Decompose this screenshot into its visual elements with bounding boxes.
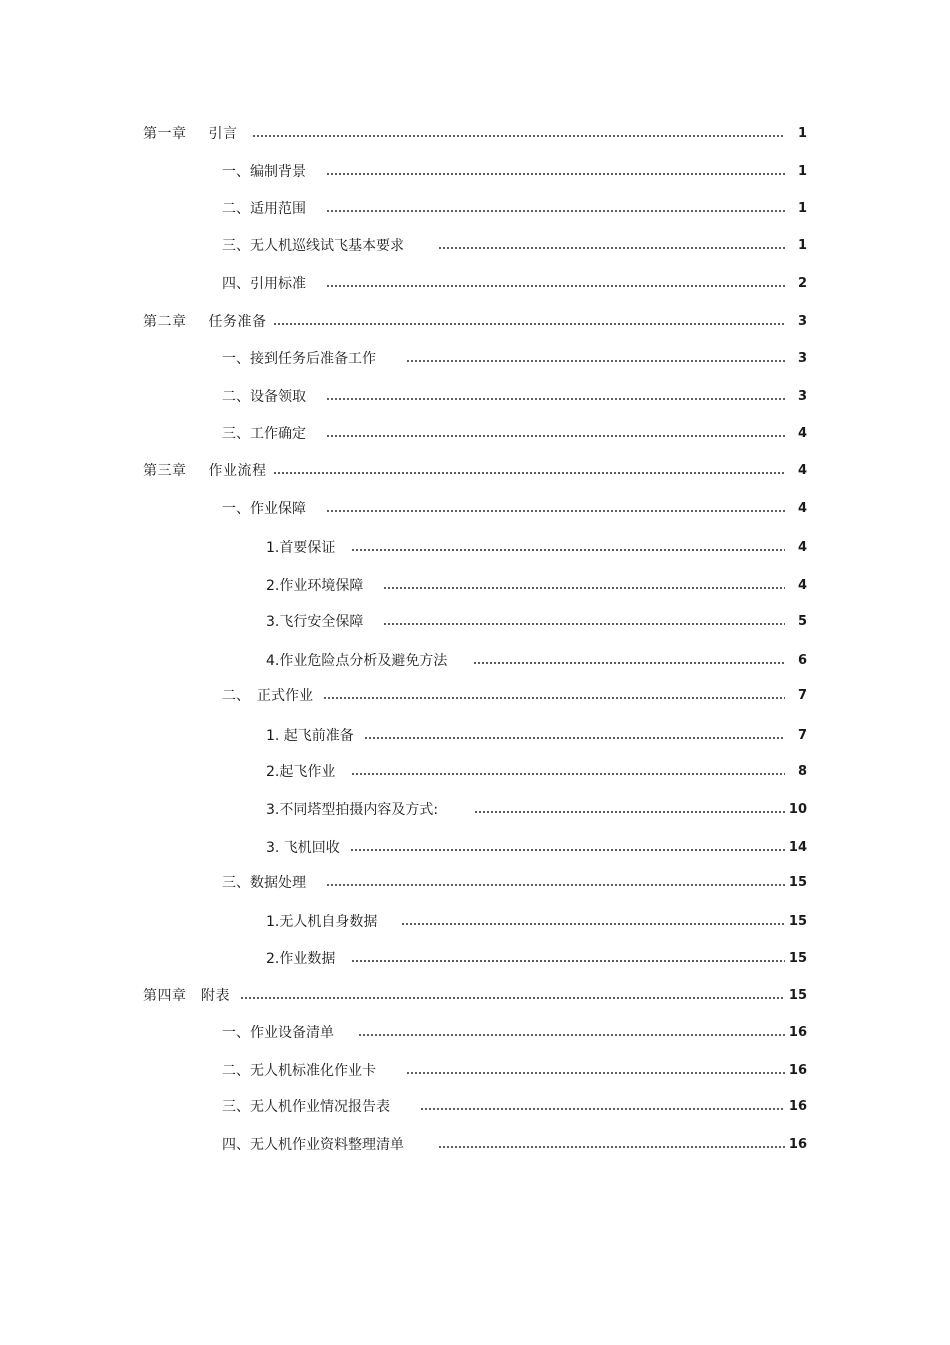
- toc-page-number: 1: [797, 164, 807, 179]
- toc-entry-label: 二、设备领取: [222, 389, 306, 405]
- toc-dot-leader: [473, 662, 785, 664]
- toc-entry-label: 二、适用范围: [222, 201, 306, 217]
- toc-page-number: 14: [788, 840, 807, 855]
- toc-dot-leader: [351, 549, 785, 551]
- toc-entry-label: 一、作业设备清单: [222, 1025, 334, 1041]
- toc-page-number: 1: [797, 126, 807, 141]
- toc-dot-leader: [326, 510, 785, 512]
- toc-entry-label: 二、 正式作业: [222, 688, 313, 704]
- toc-entry-chapter[interactable]: [0, 984, 950, 1008]
- toc-dot-leader: [401, 923, 785, 925]
- toc-dot-leader: [364, 737, 785, 739]
- toc-dot-leader: [351, 960, 785, 962]
- toc-entry-label: 三、无人机作业情况报告表: [222, 1099, 390, 1115]
- toc-entry-section[interactable]: [0, 1133, 950, 1157]
- toc-page-number: 16: [788, 1063, 807, 1078]
- toc-entry-section[interactable]: [0, 234, 950, 258]
- toc-dot-leader: [406, 1072, 785, 1074]
- toc-entry-section[interactable]: [0, 160, 950, 184]
- toc-page-number: 6: [797, 653, 807, 668]
- toc-page-number: 8: [797, 764, 807, 779]
- toc-page-number: 3: [797, 314, 807, 329]
- toc-page-number: 4: [797, 463, 807, 478]
- toc-entry-subsection[interactable]: [0, 947, 950, 971]
- toc-entry-subsection[interactable]: [0, 836, 950, 860]
- toc-entry-subsection[interactable]: [0, 910, 950, 934]
- toc-entry-chapter[interactable]: [0, 310, 950, 334]
- toc-dot-leader: [252, 135, 786, 137]
- toc-entry-label: 四、引用标准: [222, 276, 306, 292]
- toc-dot-leader: [326, 210, 785, 212]
- toc-page-number: 16: [788, 1099, 807, 1114]
- toc-entry-label: 4.作业危险点分析及避免方法: [266, 653, 448, 669]
- toc-entry-label: 三、数据处理: [222, 875, 306, 891]
- toc-entry-section[interactable]: [0, 684, 950, 708]
- toc-entry-label: 第一章 引言: [143, 126, 238, 142]
- toc-page-number: 16: [788, 1025, 807, 1040]
- toc-page-number: 1: [797, 238, 807, 253]
- toc-page-number: 4: [797, 578, 807, 593]
- toc-entry-label: 二、无人机标准化作业卡: [222, 1063, 376, 1079]
- toc-entry-chapter[interactable]: [0, 459, 950, 483]
- toc-dot-leader: [273, 323, 786, 325]
- toc-entry-label: 三、工作确定: [222, 426, 306, 442]
- toc-entry-label: 1.首要保证: [266, 540, 336, 556]
- toc-page-number: 3: [797, 389, 807, 404]
- toc-entry-chapter[interactable]: [0, 122, 950, 146]
- toc-entry-subsection[interactable]: [0, 760, 950, 784]
- toc-page-number: 3: [797, 351, 807, 366]
- toc-page-number: 4: [797, 501, 807, 516]
- toc-entry-label: 一、接到任务后准备工作: [222, 351, 376, 367]
- toc-dot-leader: [350, 849, 785, 851]
- toc-entry-section[interactable]: [0, 272, 950, 296]
- toc-dot-leader: [326, 173, 785, 175]
- toc-entry-subsection[interactable]: [0, 536, 950, 560]
- toc-entry-label: 3. 飞机回收: [266, 840, 340, 856]
- toc-entry-section[interactable]: [0, 422, 950, 446]
- toc-dot-leader: [273, 472, 786, 474]
- toc-page-number: 15: [788, 914, 807, 929]
- toc-entry-label: 第四章 附表: [143, 988, 230, 1004]
- toc-page-number: 7: [797, 728, 807, 743]
- toc-entry-label: 2.起飞作业: [266, 764, 336, 780]
- toc-entry-subsection[interactable]: [0, 724, 950, 748]
- toc-dot-leader: [326, 285, 785, 287]
- toc-entry-subsection[interactable]: [0, 574, 950, 598]
- toc-dot-leader: [406, 360, 785, 362]
- toc-page-number: 4: [797, 540, 807, 555]
- toc-entry-label: 第三章 作业流程: [143, 463, 267, 479]
- toc-dot-leader: [383, 623, 785, 625]
- toc-dot-leader: [240, 997, 785, 999]
- toc-entry-subsection[interactable]: [0, 610, 950, 634]
- toc-dot-leader: [438, 1146, 785, 1148]
- toc-entry-section[interactable]: [0, 385, 950, 409]
- toc-dot-leader: [474, 811, 785, 813]
- toc-entry-label: 一、作业保障: [222, 501, 306, 517]
- toc-page-number: 15: [788, 951, 807, 966]
- toc-dot-leader: [420, 1108, 785, 1110]
- toc-entry-section[interactable]: [0, 347, 950, 371]
- toc-dot-leader: [358, 1034, 785, 1036]
- toc-page-number: 1: [797, 201, 807, 216]
- toc-entry-section[interactable]: [0, 197, 950, 221]
- toc-dot-leader: [323, 697, 785, 699]
- toc-entry-section[interactable]: [0, 1021, 950, 1045]
- toc-page-number: 5: [797, 614, 807, 629]
- toc-page-number: 4: [797, 426, 807, 441]
- toc-entry-label: 一、编制背景: [222, 164, 306, 180]
- toc-entry-label: 3.不同塔型拍摄内容及方式:: [266, 802, 439, 818]
- toc-dot-leader: [351, 773, 785, 775]
- toc-entry-subsection[interactable]: [0, 649, 950, 673]
- toc-page-number: 16: [788, 1137, 807, 1152]
- toc-entry-label: 四、无人机作业资料整理清单: [222, 1137, 404, 1153]
- toc-entry-section[interactable]: [0, 1059, 950, 1083]
- toc-entry-label: 1. 起飞前准备: [266, 728, 354, 744]
- toc-dot-leader: [326, 398, 785, 400]
- toc-entry-label: 3.飞行安全保障: [266, 614, 364, 630]
- toc-page-number: 7: [797, 688, 807, 703]
- toc-entry-section[interactable]: [0, 497, 950, 521]
- toc-dot-leader: [438, 247, 785, 249]
- toc-entry-label: 三、无人机巡线试飞基本要求: [222, 238, 404, 254]
- toc-dot-leader: [326, 884, 785, 886]
- toc-entry-section[interactable]: [0, 1095, 950, 1119]
- toc-entry-label: 2.作业数据: [266, 951, 336, 967]
- toc-page-number: 15: [788, 875, 807, 890]
- toc-page-number: 10: [788, 802, 807, 817]
- toc-page-number: 15: [788, 988, 807, 1003]
- toc-entry-label: 第二章 任务准备: [143, 314, 267, 330]
- toc-entry-section[interactable]: [0, 871, 950, 895]
- toc-entry-label: 2.作业环境保障: [266, 578, 364, 594]
- toc-page-number: 2: [797, 276, 807, 291]
- toc-entry-label: 1.无人机自身数据: [266, 914, 378, 930]
- toc-entry-subsection[interactable]: [0, 798, 950, 822]
- toc-dot-leader: [383, 587, 785, 589]
- toc-dot-leader: [326, 435, 785, 437]
